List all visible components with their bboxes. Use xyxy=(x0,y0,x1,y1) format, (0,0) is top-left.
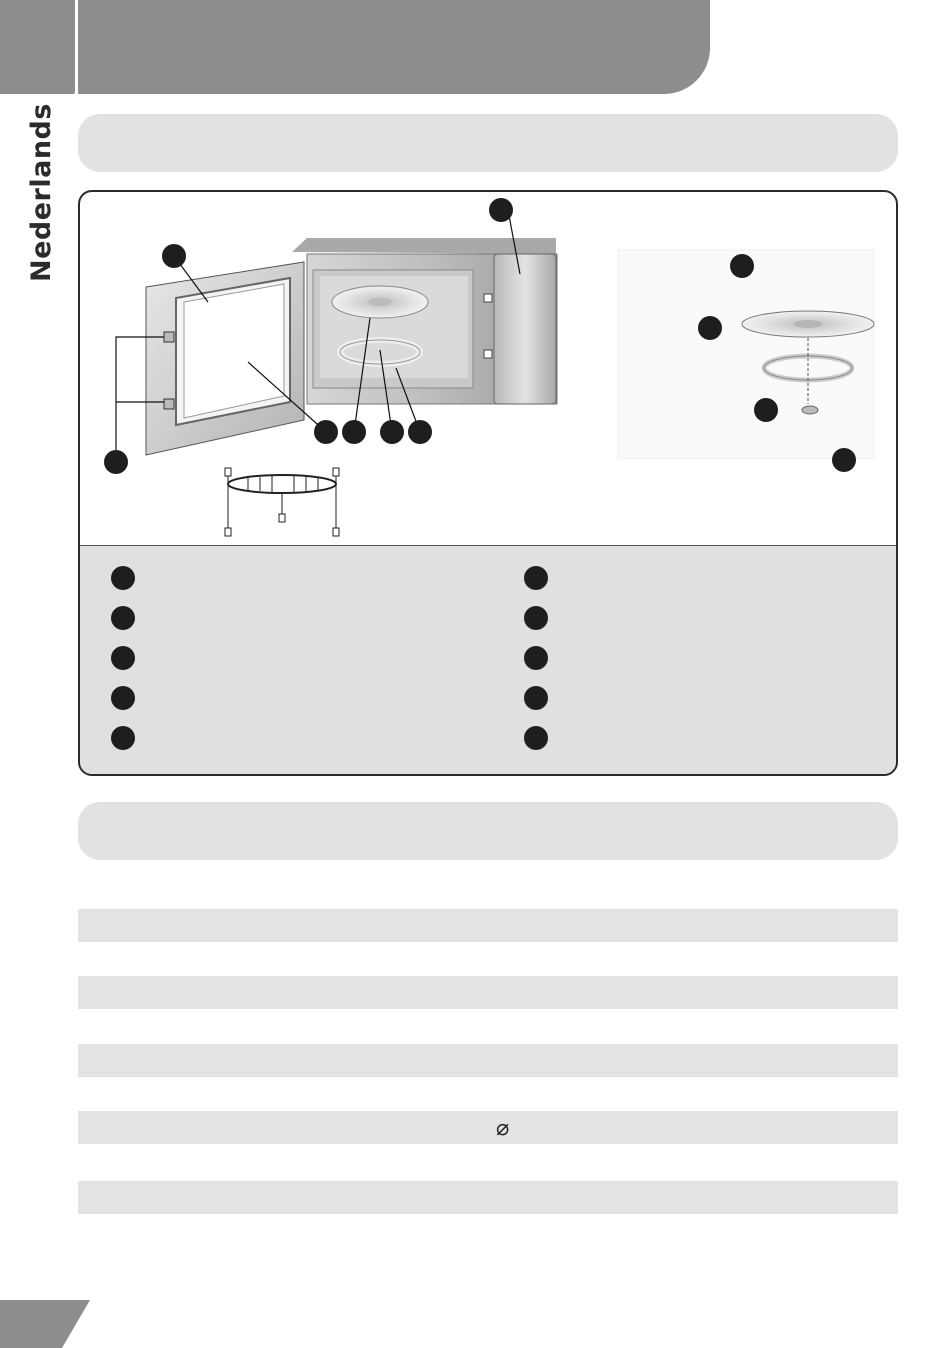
callout-coupler xyxy=(754,398,778,422)
callout-hinges xyxy=(104,450,128,474)
legend-marker-3 xyxy=(111,646,135,670)
microwave-body xyxy=(292,238,557,404)
header-tab-left xyxy=(0,0,75,94)
callout-shaft xyxy=(380,420,404,444)
diagram-frame xyxy=(78,190,898,776)
header-tab-main xyxy=(78,0,710,94)
spec-row-4 xyxy=(78,1111,898,1144)
callout-control-panel xyxy=(489,198,513,222)
language-label: Nederlands xyxy=(26,103,57,282)
callout-door-screen xyxy=(162,244,186,268)
callout-tray-side xyxy=(698,316,722,340)
section-heading-bar-2 xyxy=(78,802,898,860)
legend-marker-7 xyxy=(524,606,548,630)
grill-rack xyxy=(225,468,339,536)
callout-roller-ring xyxy=(342,420,366,444)
legend-marker-2 xyxy=(111,606,135,630)
callout-cavity xyxy=(408,420,432,444)
callout-tray-top xyxy=(730,254,754,278)
microwave-door xyxy=(146,262,304,455)
legend-marker-4 xyxy=(111,686,135,710)
tray-inset xyxy=(618,250,874,458)
spec-row-3 xyxy=(78,1044,898,1077)
microwave-diagram xyxy=(80,192,896,546)
section-heading-bar-1 xyxy=(78,114,898,172)
spec-row-1 xyxy=(78,909,898,942)
legend-marker-1 xyxy=(111,566,135,590)
page-corner-tab xyxy=(0,1300,92,1348)
legend-marker-6 xyxy=(524,566,548,590)
diameter-symbol: ⌀ xyxy=(496,1116,510,1141)
legend-marker-8 xyxy=(524,646,548,670)
spec-row-2 xyxy=(78,976,898,1009)
callout-support xyxy=(832,448,856,472)
legend-marker-10 xyxy=(524,726,548,750)
legend-marker-9 xyxy=(524,686,548,710)
parts-legend xyxy=(80,545,896,775)
legend-marker-5 xyxy=(111,726,135,750)
spec-row-5 xyxy=(78,1181,898,1214)
callout-glass-tray xyxy=(314,420,338,444)
